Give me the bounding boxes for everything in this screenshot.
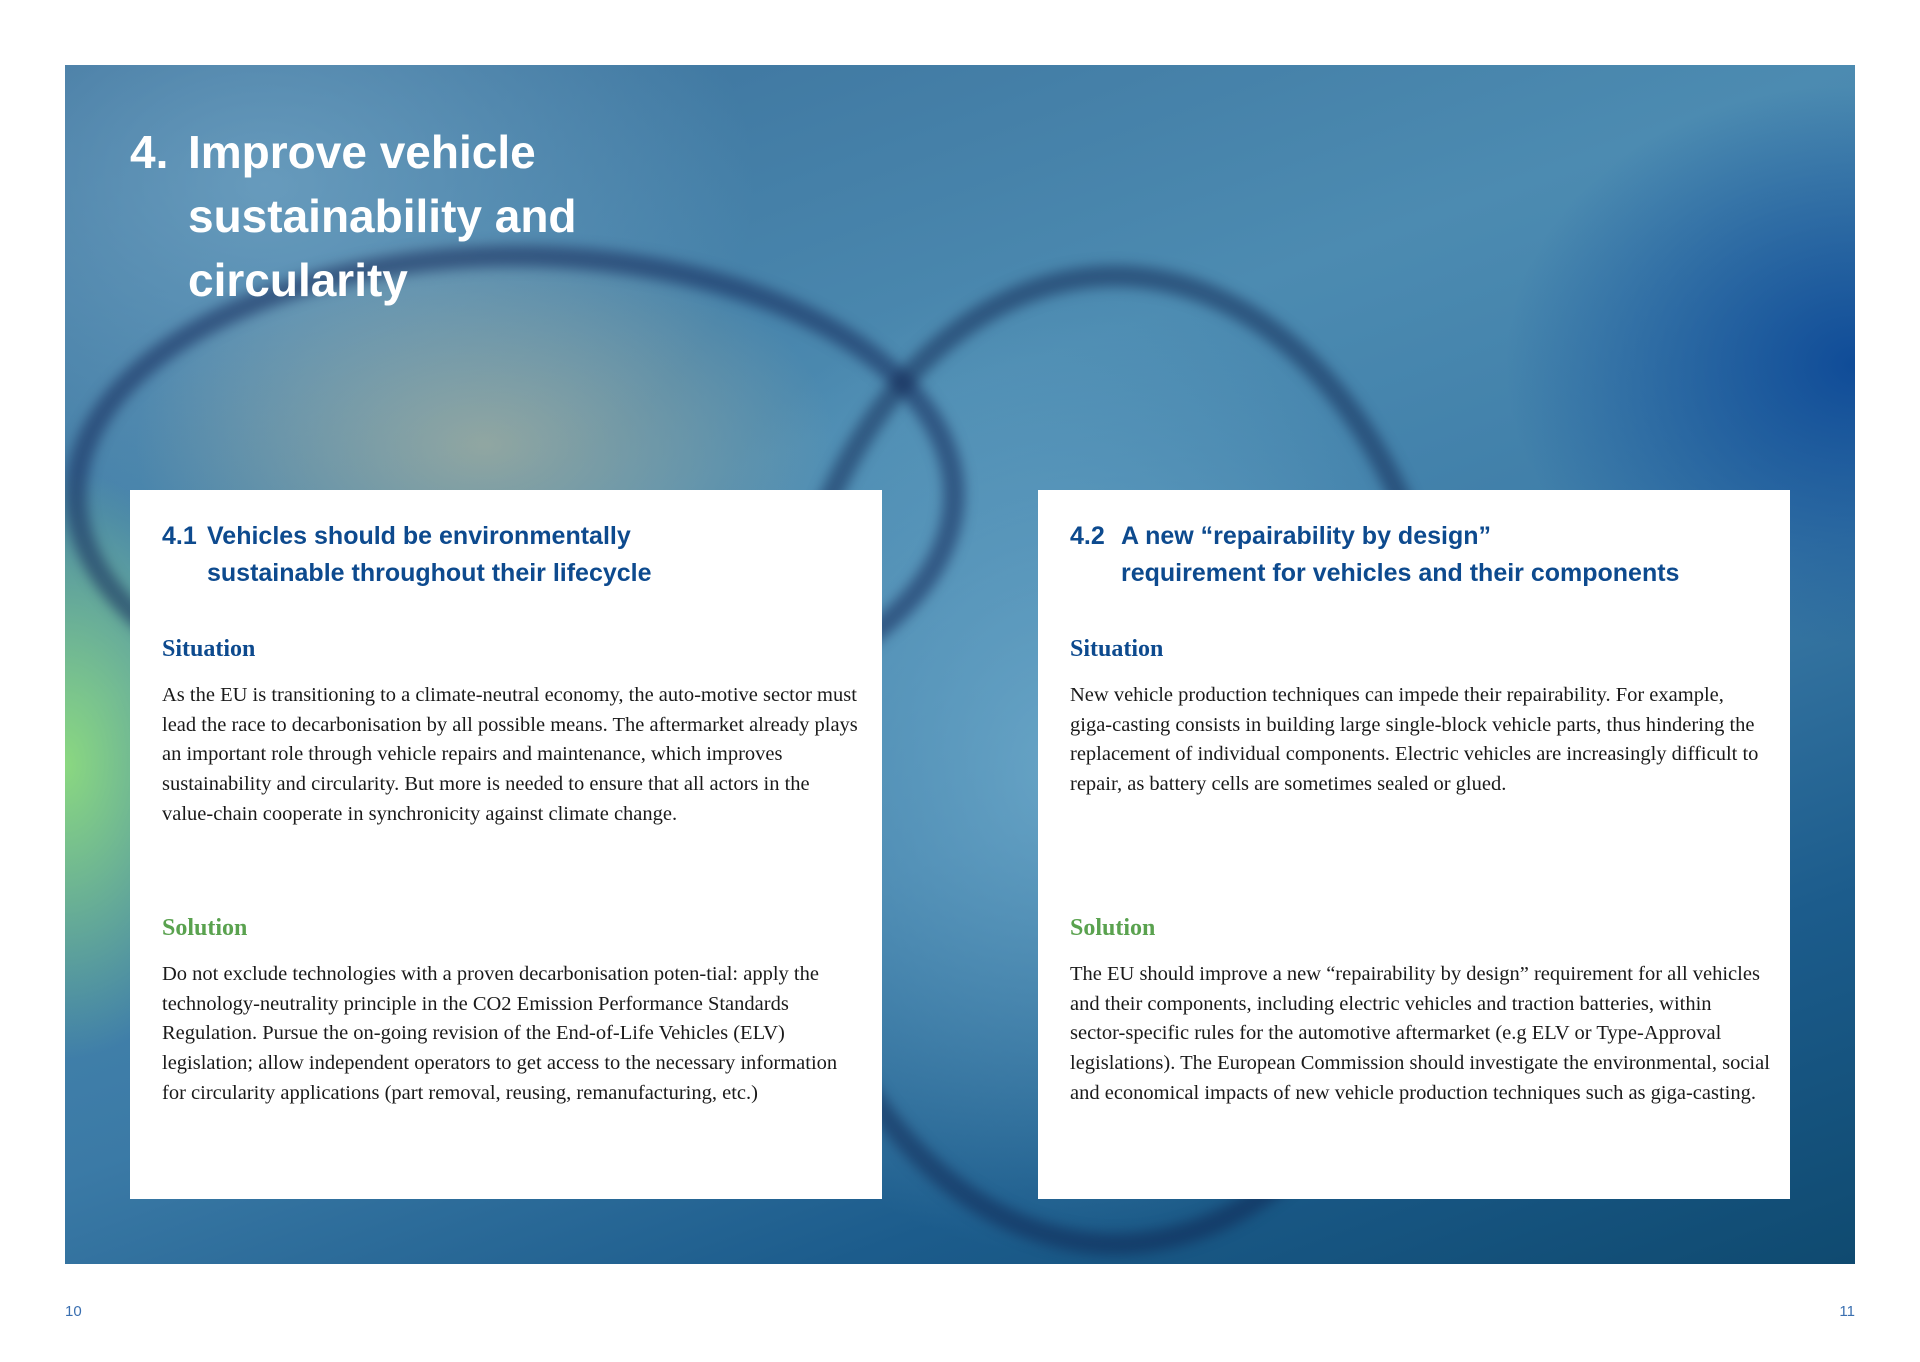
title-line: sustainability and: [188, 190, 577, 242]
situation-text: As the EU is transitioning to a climate-neutral economy, the auto-motive sector must lead the race to decarbonisation by all possible means. The aftermarket already plays an important role through vehicle repairs and maintenance, which improves sustainability and circularity. But more is needed to ensure that all actors in the value-chain cooperate in synchronicity against climate change.: [162, 684, 858, 825]
card-heading: [162, 518, 850, 592]
hero-background-image: [65, 65, 1855, 1264]
card-4-1: [130, 490, 882, 1199]
solution-heading: Solution: [162, 915, 248, 941]
situation-heading: Situation: [1070, 636, 1164, 662]
solution-text: Do not exclude technologies with a proven decarbonisation poten-tial: apply the technology-neutrality principle in the CO2 Emission Performance Standards Regulation. Pursue the on-going revision of the End-of-Life Vehicles (ELV) legislation; allow independent operators to get access to the necessary information for circularity applications (part removal, reusing, remanufacturing, etc.): [162, 963, 838, 1104]
title-line: circularity: [188, 254, 408, 306]
page-number-left: 10: [65, 1303, 82, 1320]
card-heading: [1070, 518, 1758, 592]
solution-heading: Solution: [1070, 915, 1156, 941]
card-title-line: sustainable throughout their lifecycle: [207, 559, 652, 587]
card-number: 4.2: [1070, 522, 1105, 550]
section-number: 4.: [130, 126, 169, 178]
card-title-line: requirement for vehicles and their components: [1121, 559, 1680, 587]
card-4-2: [1038, 490, 1790, 1199]
card-number: 4.1: [162, 522, 197, 550]
situation-text: New vehicle production techniques can impede their repairability. For example, giga-casting consists in building large single-block vehicle parts, thus hindering the replacement of individual components. Electric vehicles are increasingly difficult to repair, as battery cells are sometimes sealed or glued.: [1070, 684, 1759, 796]
situation-heading: Situation: [162, 636, 256, 662]
title-line: Improve vehicle: [188, 126, 536, 178]
card-title-line: A new “repairability by design”: [1121, 522, 1491, 550]
card-title-line: Vehicles should be environmentally: [207, 522, 631, 550]
section-title: [130, 120, 577, 312]
page-number-right: 11: [1839, 1303, 1855, 1320]
solution-text: The EU should improve a new “repairability by design” requirement for all vehicles and their components, including electric vehicles and traction batteries, within sector-specific rules for the automotive aftermarket (e.g ELV or Type-Approval legislations). The European Commission should investigate the environmental, social and economical impacts of new vehicle production techniques such as giga-casting.: [1070, 963, 1770, 1104]
